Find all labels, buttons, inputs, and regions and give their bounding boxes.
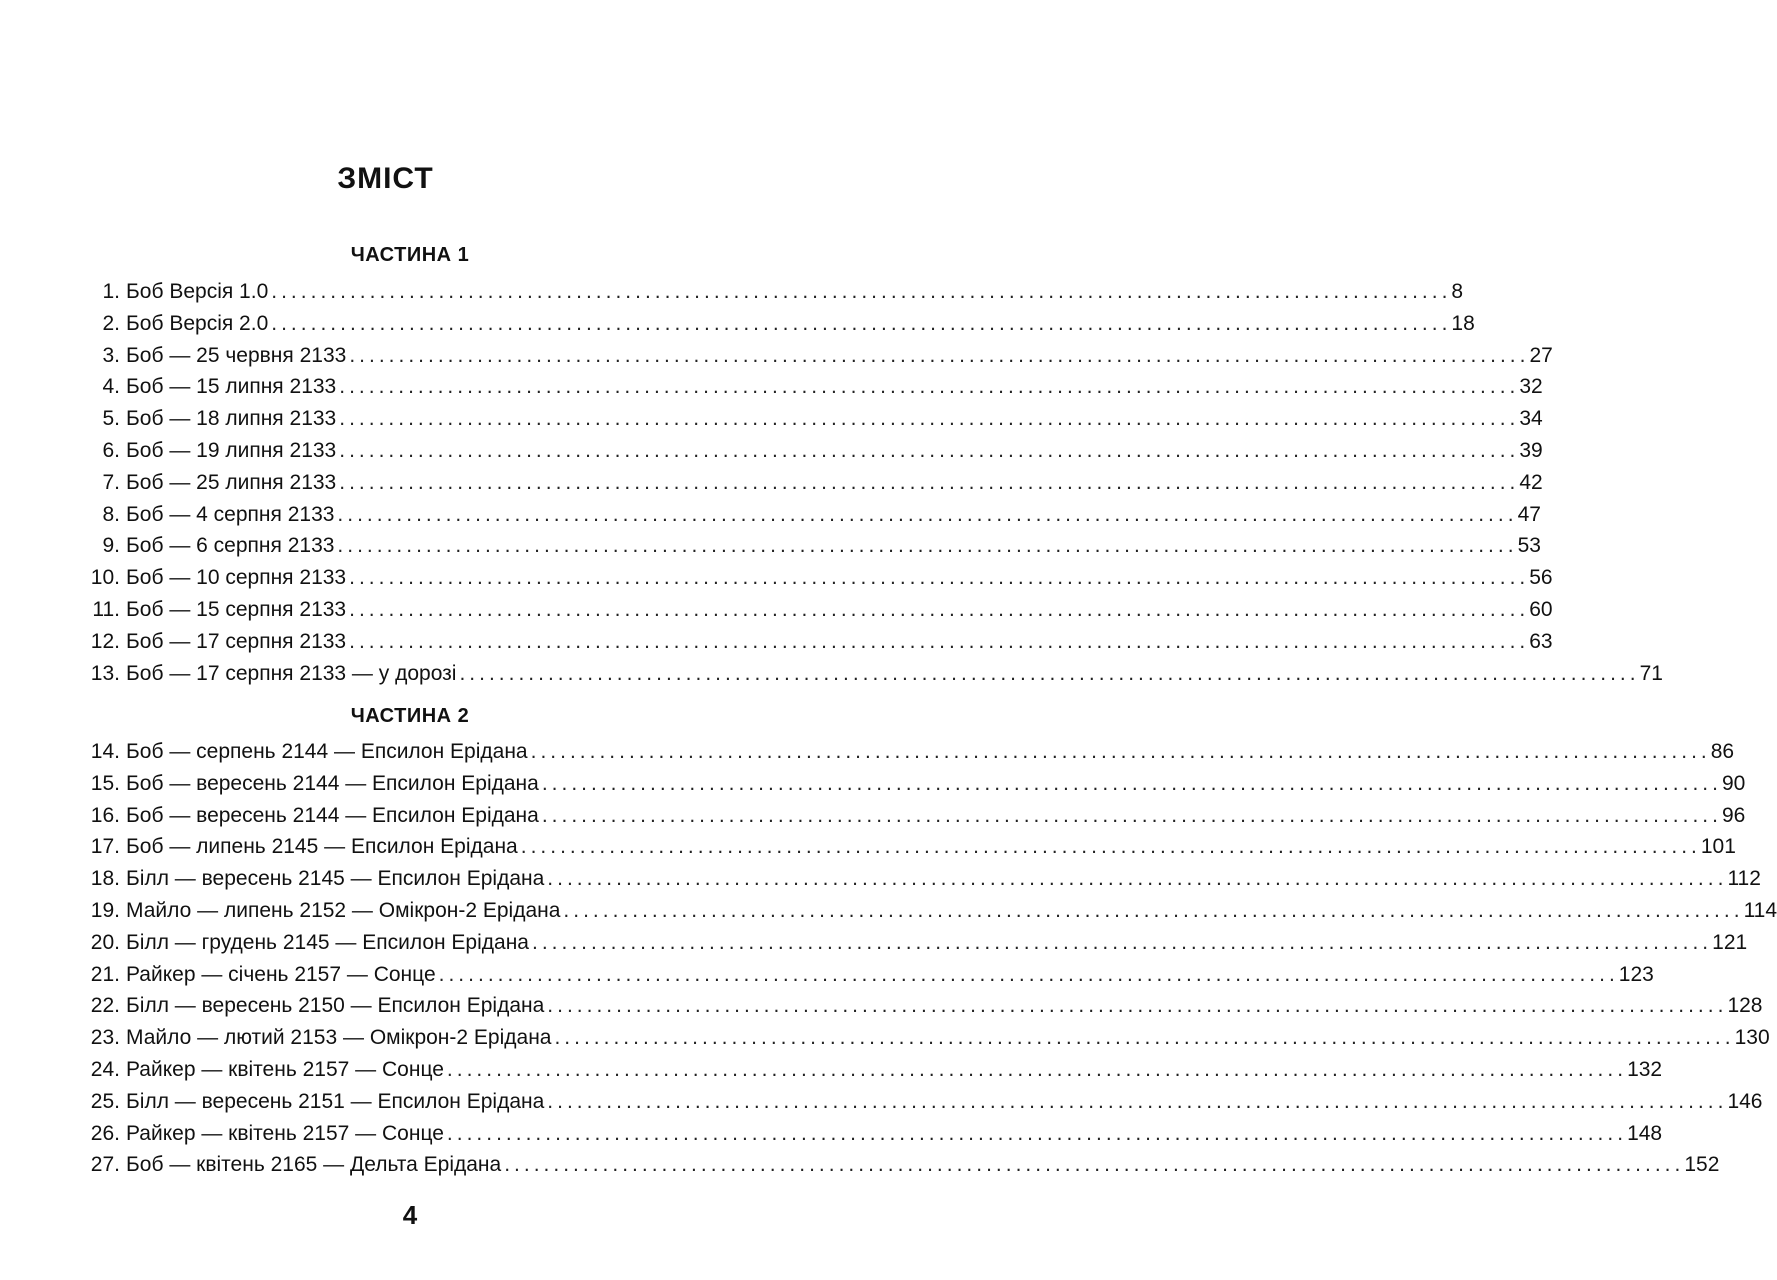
toc-entry-page: 121 (1712, 930, 1748, 954)
toc-dot-leader: ........................................................................................................................ (339, 375, 1520, 399)
toc-entry-title: Білл — вересень 2150 — Епсилон Ерідана (126, 994, 545, 1018)
part-2-heading: ЧАСТИНА 2 (350, 705, 470, 727)
toc-entry-page: 146 (1727, 1089, 1763, 1113)
toc-entry-title: Боб Версія 2.0 (126, 311, 269, 335)
toc-entry-page: 34 (1519, 407, 1543, 431)
toc-entry-title: Боб — серпень 2144 — Епсилон Ерідана (126, 740, 528, 763)
toc-entry-number: 1. (102, 280, 120, 303)
toc-entry (78, 990, 1763, 1022)
toc-entry-title: Боб — 6 серпня 2133 (126, 534, 335, 558)
toc-entry-title: Боб — липень 2145 — Епсилон Ерідана (126, 835, 518, 859)
toc-entry (78, 403, 1543, 435)
toc-dot-leader: ........................................................................................................................ (438, 962, 1619, 986)
toc-entry-page: 148 (1627, 1121, 1663, 1145)
toc-entry-page: 128 (1727, 994, 1763, 1018)
page-number: 4 (402, 1200, 418, 1230)
toc-entry-number: 10. (90, 566, 120, 590)
toc-entry (78, 530, 1541, 562)
toc-entry-title: Райкер — квітень 2157 — Сонце (126, 1121, 444, 1145)
toc-entry-number: 18. (90, 867, 120, 891)
toc-entry-title: Боб — 4 серпня 2133 (126, 502, 335, 526)
toc-entry-page: 56 (1529, 566, 1553, 590)
toc-entry-number: 9. (102, 534, 120, 558)
toc-entry (78, 1149, 1720, 1181)
toc-entry-number: 23. (90, 1026, 120, 1050)
toc-dot-leader: ........................................................................................................................ (339, 407, 1520, 431)
toc-entry-title: Боб — 15 серпня 2133 (126, 597, 347, 621)
toc-entry (78, 736, 1735, 768)
toc-entry-number: 16. (90, 803, 120, 827)
toc-entry (78, 276, 1464, 308)
toc-dot-leader: ........................................................................................................................ (547, 1089, 1728, 1113)
toc-dot-leader: ........................................................................................................................ (446, 1121, 1628, 1145)
toc-entry (78, 927, 1748, 959)
toc-entry-number: 3. (102, 343, 120, 367)
toc-entry-page: 96 (1721, 803, 1746, 827)
toc-dot-leader: ........................................................................................................................ (530, 740, 1711, 763)
toc-entry-title: Майло — липень 2152 — Омікрон-2 Ерідана (126, 898, 561, 922)
toc-entry-page: 47 (1517, 502, 1541, 526)
toc-entry-page: 8 (1451, 280, 1464, 303)
toc-entry-page: 18 (1451, 311, 1475, 335)
toc-entry (78, 1022, 1770, 1054)
toc-entry-title: Білл — вересень 2151 — Епсилон Ерідана (126, 1089, 545, 1113)
toc-entry-page: 71 (1639, 661, 1663, 685)
toc-entry-number: 22. (90, 994, 120, 1018)
toc-dot-leader: ........................................................................................................................ (349, 629, 1530, 653)
toc-dot-leader: ........................................................................................................................ (459, 661, 1640, 685)
toc-entry-number: 15. (90, 771, 120, 795)
toc-dot-leader: ........................................................................................................................ (547, 994, 1728, 1018)
toc-entry-title: Райкер — квітень 2157 — Сонце (126, 1057, 444, 1081)
toc-entry-number: 19. (90, 898, 120, 922)
toc-entry-title: Боб — 10 серпня 2133 (126, 566, 347, 590)
toc-entry (78, 562, 1553, 594)
toc-entry-number: 13. (90, 661, 120, 685)
toc-dot-leader: ........................................................................................................................ (339, 438, 1520, 462)
toc-entry (78, 895, 1777, 927)
toc-entry (78, 1086, 1763, 1118)
toc-entry-title: Боб — вересень 2144 — Епсилон Ерідана (126, 771, 539, 795)
toc-entry-number: 21. (90, 962, 120, 986)
toc-entry-number: 14. (90, 740, 120, 763)
toc-entry-title: Боб — 25 червня 2133 (126, 343, 347, 367)
toc-entry-title: Боб — 18 липня 2133 (126, 407, 337, 431)
toc-entry-page: 86 (1710, 740, 1735, 763)
toc-entry-title: Білл — вересень 2145 — Епсилон Ерідана (126, 867, 545, 891)
toc-entry-title: Боб — вересень 2144 — Епсилон Ерідана (126, 803, 539, 827)
toc-entry-title: Майло — лютий 2153 — Омікрон-2 Ерідана (126, 1026, 552, 1050)
toc-dot-leader: ........................................................................................................................ (554, 1026, 1735, 1050)
toc-dot-leader: ........................................................................................................................ (504, 1153, 1685, 1177)
toc-entry-page: 63 (1529, 629, 1553, 653)
toc-entry-number: 12. (90, 629, 120, 653)
toc-dot-leader: ........................................................................................................................ (547, 867, 1728, 891)
toc-dot-leader: ........................................................................................................................ (532, 930, 1713, 954)
toc-entry-title: Боб — 19 липня 2133 (126, 438, 337, 462)
toc-entry-number: 24. (90, 1057, 120, 1081)
toc-entry-page: 53 (1517, 534, 1541, 558)
toc-entry-number: 7. (102, 470, 120, 494)
toc-entry-title: Боб Версія 1.0 (126, 280, 269, 303)
toc-entry-page: 90 (1721, 771, 1746, 795)
toc-dot-leader: ........................................................................................................................ (446, 1057, 1628, 1081)
part-2-toc-list (78, 736, 1777, 1181)
toc-entry (78, 1054, 1663, 1086)
toc-dot-leader: ........................................................................................................................ (541, 803, 1722, 827)
toc-dot-leader: ........................................................................................................................ (337, 534, 1518, 558)
toc-entry-page: 60 (1529, 597, 1553, 621)
toc-dot-leader: ........................................................................................................................ (337, 502, 1518, 526)
toc-entry-page: 123 (1618, 962, 1654, 986)
toc-entry-page: 101 (1700, 835, 1736, 859)
toc-entry (78, 499, 1541, 531)
toc-entry (78, 959, 1654, 991)
part-1-toc-list (78, 276, 1663, 689)
toc-entry-page: 27 (1529, 343, 1553, 367)
toc-entry-title: Боб — 25 липня 2133 (126, 470, 337, 494)
toc-dot-leader: ........................................................................................................................ (271, 311, 1452, 335)
toc-dot-leader: ........................................................................................................................ (339, 470, 1520, 494)
toc-dot-leader: ........................................................................................................................ (349, 343, 1530, 367)
toc-entry-number: 26. (90, 1121, 120, 1145)
toc-entry (78, 435, 1543, 467)
toc-entry-page: 39 (1519, 438, 1543, 462)
toc-entry (78, 340, 1553, 372)
toc-dot-leader: ........................................................................................................................ (271, 280, 1452, 303)
toc-entry-number: 17. (90, 835, 120, 859)
toc-entry-page: 112 (1727, 867, 1761, 891)
toc-entry-number: 25. (90, 1089, 120, 1113)
toc-entry-title: Білл — грудень 2145 — Епсилон Ерідана (126, 930, 529, 954)
toc-entry (78, 768, 1746, 800)
toc-entry (78, 863, 1761, 895)
toc-entry-title: Райкер — січень 2157 — Сонце (126, 962, 436, 986)
toc-dot-leader: ........................................................................................................................ (563, 898, 1744, 922)
toc-entry-title: Боб — квітень 2165 — Дельта Ерідана (126, 1153, 502, 1177)
toc-entry (78, 1118, 1663, 1150)
toc-entry-number: 20. (90, 930, 120, 954)
toc-entry (78, 658, 1663, 690)
toc-entry-title: Боб — 17 серпня 2133 (126, 629, 347, 653)
toc-entry (78, 371, 1543, 403)
toc-entry-page: 130 (1734, 1026, 1770, 1050)
toc-entry-title: Боб — 17 серпня 2133 — у дорозі (126, 661, 457, 685)
toc-entry-number: 8. (102, 502, 120, 526)
toc-dot-leader: ........................................................................................................................ (349, 597, 1530, 621)
toc-entry (78, 594, 1553, 626)
toc-entry-number: 2. (102, 311, 120, 335)
toc-dot-leader: ........................................................................................................................ (541, 771, 1722, 795)
toc-entry (78, 308, 1475, 340)
page-title: ЗМІСТ (337, 162, 434, 195)
toc-entry-page: 132 (1627, 1057, 1663, 1081)
toc-entry (78, 626, 1553, 658)
toc-entry (78, 800, 1746, 832)
toc-entry-page: 114 (1743, 898, 1777, 922)
toc-entry-number: 27. (90, 1153, 120, 1177)
toc-entry-number: 6. (102, 438, 120, 462)
toc-entry-page: 42 (1519, 470, 1543, 494)
part-1-heading: ЧАСТИНА 1 (350, 244, 470, 266)
toc-entry (78, 467, 1543, 499)
toc-entry-number: 5. (102, 407, 120, 431)
toc-entry-page: 32 (1519, 375, 1543, 399)
toc-dot-leader: ........................................................................................................................ (520, 835, 1701, 859)
toc-entry (78, 831, 1736, 863)
toc-entry-number: 11. (92, 597, 120, 621)
toc-entry-title: Боб — 15 липня 2133 (126, 375, 337, 399)
toc-entry-number: 4. (102, 375, 120, 399)
toc-dot-leader: ........................................................................................................................ (349, 566, 1530, 590)
toc-entry-page: 152 (1684, 1153, 1720, 1177)
